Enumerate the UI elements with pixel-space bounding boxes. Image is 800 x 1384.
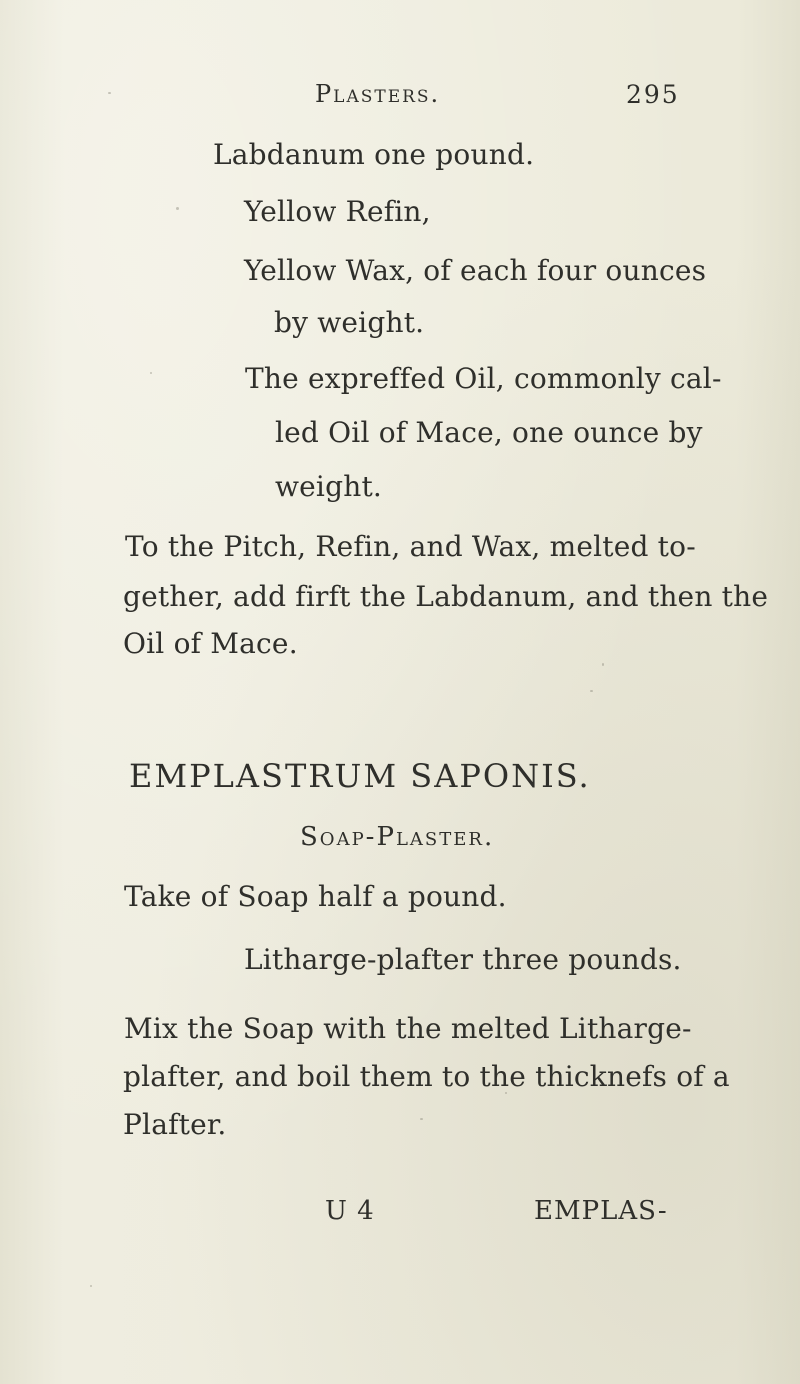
section-subtitle: Soap-Plaster. (300, 822, 495, 852)
page-number: 295 (626, 80, 680, 109)
ingredient-line: The expreffed Oil, commonly cal- (245, 362, 722, 395)
ingredient-line: led Oil of Mace, one ounce by (275, 416, 703, 449)
ingredient-line: Yellow Wax, of each four ounces (244, 254, 707, 287)
paper-speck (108, 92, 111, 94)
ingredient-line: by weight. (274, 306, 425, 339)
directions-line: gether, add firft the Labdanum, and then the (123, 580, 769, 613)
paper-speck (176, 207, 179, 210)
directions-line: Plafter. (123, 1108, 227, 1141)
section-title: EMPLASTRUM SAPONIS. (129, 757, 591, 795)
ingredient-line: weight. (275, 470, 383, 503)
catchword: EMPLAS- (534, 1196, 668, 1226)
paper-speck (420, 1118, 423, 1120)
running-title: Plasters. (315, 80, 441, 108)
paper-speck (505, 1092, 507, 1094)
ingredient-line: Take of Soap half a pound. (124, 880, 507, 913)
directions-line: Mix the Soap with the melted Litharge- (124, 1012, 692, 1045)
directions-line: To the Pitch, Refin, and Wax, melted to- (125, 530, 696, 563)
directions-line: Oil of Mace. (123, 627, 298, 660)
directions-line: plafter, and boil them to the thicknefs of a (123, 1060, 730, 1093)
signature-mark: U 4 (325, 1196, 375, 1226)
ingredient-line: Yellow Refin, (244, 195, 431, 228)
paper-speck (150, 372, 152, 374)
paper-speck (602, 663, 604, 666)
paper-speck (90, 1285, 92, 1287)
ingredient-line: Litharge-plafter three pounds. (244, 943, 682, 976)
paper-speck (590, 690, 593, 692)
ingredient-line: Labdanum one pound. (213, 138, 535, 171)
